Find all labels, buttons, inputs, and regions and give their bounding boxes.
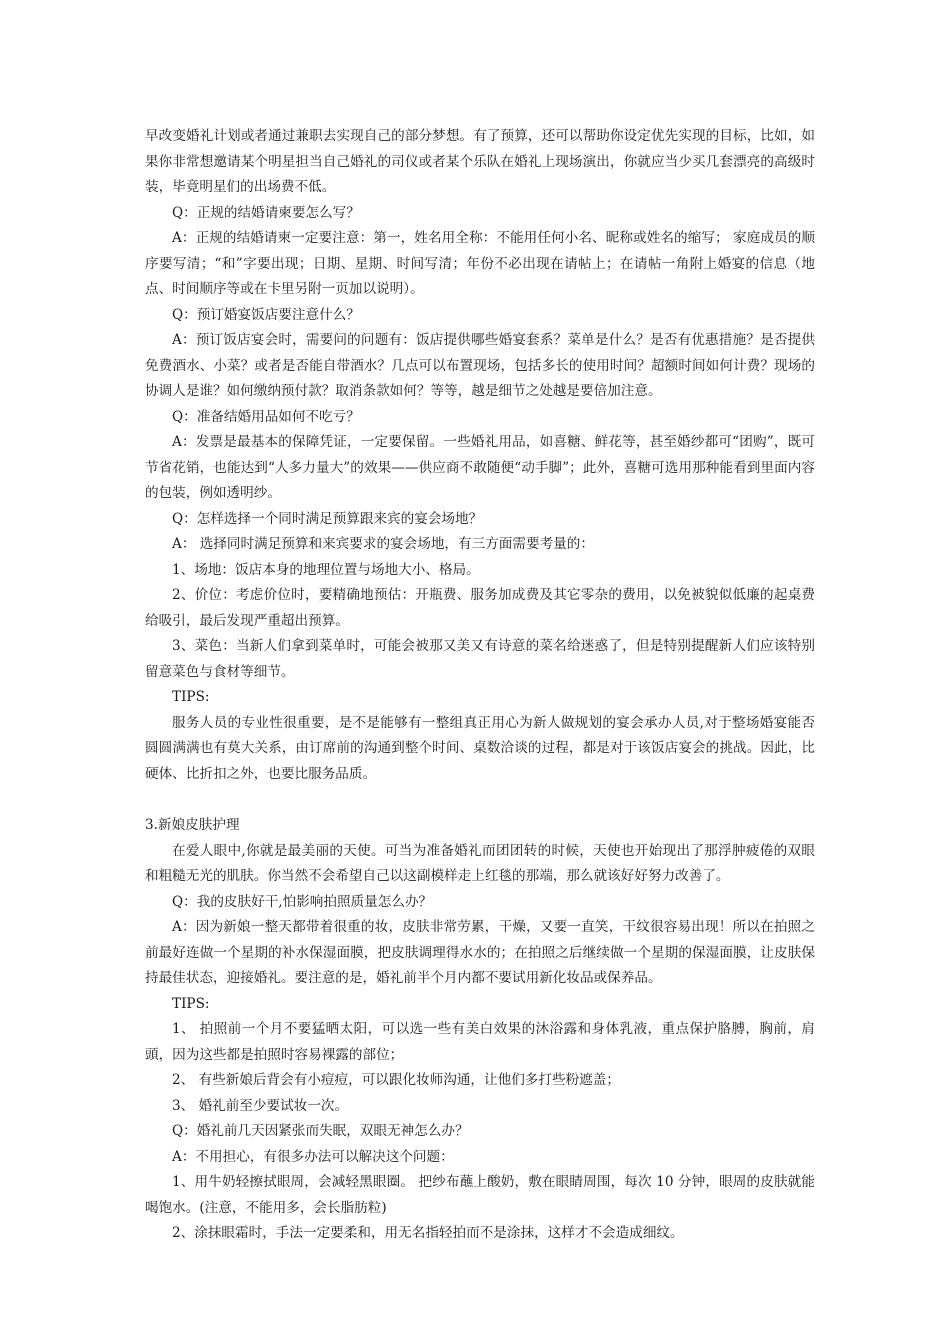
question-supplies: Q：准备结婚用品如何不吃亏？ bbox=[172, 408, 360, 425]
venue-point-price: 2、价位：考虑价位时，要精确地预估：开瓶费、服务加成费及其它零杂的费用，以免被貌似低廉的起桌费给吸引，最后发现严重超出预算。 bbox=[145, 587, 815, 629]
answer-insomnia: A：不用担心，有很多办法可以解决这个问题： bbox=[172, 1148, 454, 1165]
venue-point-menu: 3、菜色：当新人们拿到菜单时，可能会被那又美又有诗意的菜名给迷惑了，但是特别提醒新人们应该特别留意菜色与食材等细节。 bbox=[145, 638, 815, 680]
tips-label: TIPS: bbox=[172, 689, 210, 705]
answer-dry-skin: A：因为新娘一整天都带着很重的妆，皮肤非常劳累，干燥，又要一直笑，干纹很容易出现！所以在拍照之前最好连做一个星期的补水保湿面膜，把皮肤调理得水水的；在拍照之后继续做一个星期的保湿面膜，让皮肤保持最佳状态，迎接婚礼。要注意的是，婚礼前半个月内都不要试用新化妆品或保养品。 bbox=[145, 919, 815, 986]
answer-supplies: A：发票是最基本的保障凭证，一定要保留。一些婚礼用品，如喜糖、鲜花等，甚至婚纱都可“团购”，既可节省花销，也能达到“人多力量大”的效果——供应商不敢随便“动手脚”；此外，喜糖可选用那种能看到里面内容的包装，例如透明纱。 bbox=[145, 434, 815, 501]
question-hotel: Q：预订婚宴饭店要注意什么？ bbox=[172, 306, 360, 323]
answer-hotel: A：预订饭店宴会时，需要问的问题有：饭店提供哪些婚宴套系？菜单是什么？是否有优惠措施？是否提供免费酒水、小菜？或者是否能自带酒水？几点可以布置现场，包括多长的使用时间？超额时间如何计费？现场的协调人是谁？如何缴纳预付款？取消条款如何？等等，越是细节之处越是要倍加注意。 bbox=[145, 332, 815, 399]
venue-point-location: 1、场地：饭店本身的地理位置与场地大小、格局。 bbox=[172, 561, 480, 578]
question-invitation: Q：正规的结婚请柬要怎么写？ bbox=[172, 204, 360, 221]
document-page bbox=[145, 124, 815, 1247]
answer-invitation: A：正规的结婚请柬一定要注意：第一，姓名用全称：不能用任何小名、昵称或姓名的缩写； 家庭成员的顺序要写清；“和”字要出现；日期、星期、时间写清；年份不必出现在请帖上；在请帖一角附上婚宴的信息（地点、时间顺序等或在卡里另附一页加以说明）。 bbox=[145, 230, 815, 297]
tip-item-trial: 3、 婚礼前至少要试妆一次。 bbox=[172, 1097, 349, 1114]
tip-item-sun: 1、 拍照前一个月不要猛晒太阳，可以选一些有美白效果的沐浴露和身体乳液，重点保护胳膊，胸前，肩頭，因为这些都是拍照时容易裸露的部位； bbox=[145, 1021, 815, 1063]
remedy-item-milk: 1、用牛奶轻擦拭眼周，会减轻黑眼圈。 把纱布蘸上酸奶，敷在眼睛周围，每次 10 分钟，眼周的皮肤就能喝饱水。(注意，不能用多，会长脂肪粒) bbox=[145, 1174, 815, 1216]
question-venue: Q：怎样选择一个同时满足预算跟来宾的宴会场地？ bbox=[172, 510, 483, 527]
tips-label: TIPS: bbox=[172, 995, 210, 1012]
tip-item-back: 2、 有些新娘后背会有小痘痘，可以跟化妆师沟通，让他们多打些粉遮盖； bbox=[172, 1072, 620, 1088]
question-dry-skin: Q：我的皮肤好干,怕影响拍照质量怎么办？ bbox=[172, 893, 433, 910]
tips-service: 服务人员的专业性很重要，是不是能够有一整组真正用心为新人做规划的宴会承办人员,对于整场婚宴能否圆圆满满也有莫大关系，由订席前的沟通到整个时间、桌数洽谈的过程，都是对于该饭店宴会的挑战。因此，比硬体、比折扣之外，也要比服务品质。 bbox=[145, 714, 815, 782]
remedy-item-eye-cream: 2、涂抹眼霜时，手法一定要柔和，用无名指轻拍而不是涂抹，这样才不会造成细纹。 bbox=[172, 1225, 684, 1241]
paragraph-budget-continuation: 早改变婚礼计划或者通过兼职去实现自己的部分梦想。有了预算，还可以帮助你设定优先实现的目标，比如，如果你非常想邀请某个明星担当自己婚礼的司仪或者某个乐队在婚礼上现场演出，你就应当少买几套漂亮的高级时装，毕竟明星们的出场费不低。 bbox=[145, 128, 815, 195]
paragraph-skin-intro: 在爱人眼中,你就是最美丽的天使。可当为准备婚礼而团团转的时候，天使也开始现出了那浮肿疲倦的双眼和粗糙无光的肌肤。你当然不会希望自己以这副模样走上红毯的那端，那么就该好好努力改善了。 bbox=[145, 842, 815, 884]
section-gap bbox=[145, 787, 815, 813]
answer-venue: A： 选择同时满足预算和来宾要求的宴会场地，有三方面需要考量的： bbox=[172, 536, 594, 552]
section-heading-skin-care: 3.新娘皮肤护理 bbox=[145, 817, 240, 833]
question-insomnia: Q：婚礼前几天因紧张而失眠，双眼无神怎么办？ bbox=[172, 1123, 469, 1139]
